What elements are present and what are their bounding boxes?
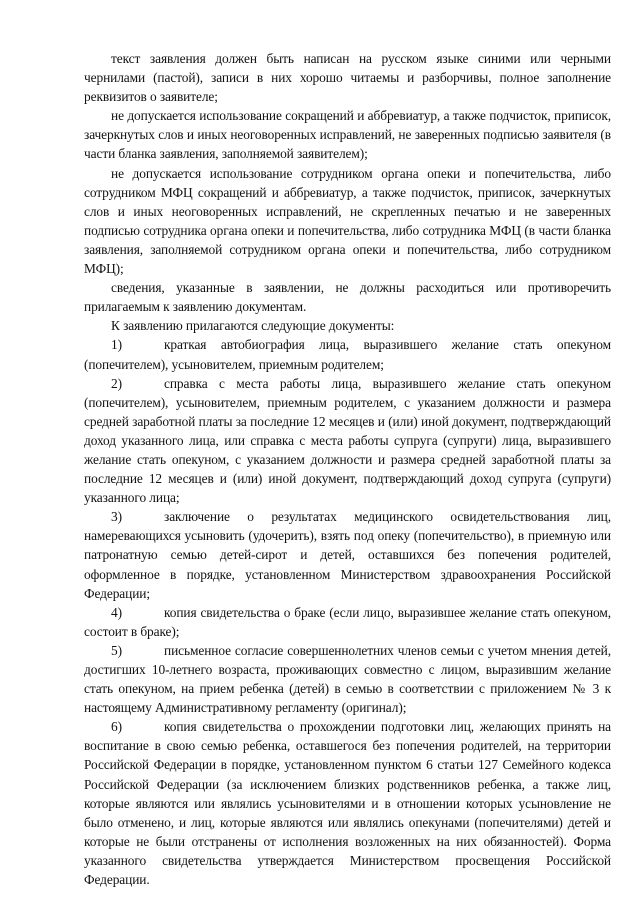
list-item-number: 5) bbox=[111, 642, 122, 658]
list-item bbox=[84, 603, 611, 641]
list-item-number: 3) bbox=[111, 509, 122, 525]
list-item-number: 2) bbox=[111, 375, 122, 391]
list-item-text: копия свидетельства о прохождении подготовки лиц, желающих принять на воспитание в свою семью ребенка, оставшегося без попечения родителей, на территории Российской Федерации в порядке, установленном пунктом 6 статьи 127 Семейного кодекса Российской Федерации (за исключением близких родственников ребенка, а также лиц, которые являются или являлись усыновителями и в отношении которых усыновление не было отменено, и лиц, которые являются или являлись опекунами (попечителями) детей и которые не были отстранены от исполнения возложенных на них обязанностей). Форма указанного свидетельства утверждается Министерством просвещения Российской Федерации. bbox=[84, 719, 611, 888]
list-item-text: заключение о результатах медицинского освидетельствования лиц, намеревающихся усыновить (удочерить), взять под опеку (попечительство), в приемную или патронатную семью детей-сирот и детей, оставшихся без попечения родителей, оформленное в порядке, установленном Министерством здравоохранения Российской Федерации; bbox=[84, 509, 611, 601]
list-item-text: копия свидетельства о браке (если лицо, выразившее желание стать опекуном, состоит в браке); bbox=[84, 604, 611, 639]
document-body bbox=[84, 49, 611, 889]
paragraph: не допускается использование сокращений и аббревиатур, а также подчисток, приписок, зачеркнутых слов и иных неоговоренных исправлений, не заверенных подписью заявителя (в части бланка заявления, заполняемой заявителем); bbox=[84, 108, 611, 162]
paragraph: К заявлению прилагаются следующие документы: bbox=[111, 318, 395, 334]
list-item bbox=[84, 507, 611, 602]
list-item bbox=[84, 717, 611, 889]
paragraph: не допускается использование сотрудником органа опеки и попечительства, либо сотрудником МФЦ сокращений и аббревиатур, а также подчисток, приписок, зачеркнутых слов и иных неоговоренных исправлений, не скрепленных печатью и не заверенных подписью сотрудника органа опеки и попечительства, либо сотрудника МФЦ (в части бланка заявления, заполняемой сотрудником органа опеки и попечительства, либо сотрудником МФЦ); bbox=[84, 165, 611, 277]
list-item-number: 4) bbox=[111, 604, 122, 620]
paragraph: сведения, указанные в заявлении, не должны расходиться или противоречить прилагаемым к заявлению документам. bbox=[84, 280, 611, 315]
list-item bbox=[84, 641, 611, 717]
list-item-number: 6) bbox=[111, 719, 122, 735]
paragraph: текст заявления должен быть написан на русском языке синими или черными чернилами (пастой), записи в них хорошо читаемы и разборчивы, полное заполнение реквизитов о заявителе; bbox=[84, 51, 611, 105]
list-item-text: краткая автобиография лица, выразившего желание стать опекуном (попечителем), усыновителем, приемным родителем; bbox=[84, 337, 611, 372]
list-item-text: справка с места работы лица, выразившего желание стать опекуном (попечителем), усыновителем, приемным родителем, с указанием должности и размера средней заработной платы за последние 12 месяцев и (или) иной документ, подтверждающий доход указанного лица, или справка с места работы супруга (супруги) лица, выразившего желание стать опекуном, с указанием должности и размера средней заработной платы за последние 12 месяцев и (или) иной документ, подтверждающий доход супруга (супруги) указанного лица; bbox=[84, 375, 611, 506]
list-item bbox=[84, 374, 611, 508]
list-item bbox=[84, 335, 611, 373]
list-item-number: 1) bbox=[111, 337, 122, 353]
list-item-text: письменное согласие совершеннолетних членов семьи с учетом мнения детей, достигших 10-летнего возраста, проживающих совместно с лицом, выразившим желание стать опекуном, на прием ребенка (детей) в семью в соответствии с приложением № 3 к настоящему Административному регламенту (оригинал); bbox=[84, 642, 611, 716]
